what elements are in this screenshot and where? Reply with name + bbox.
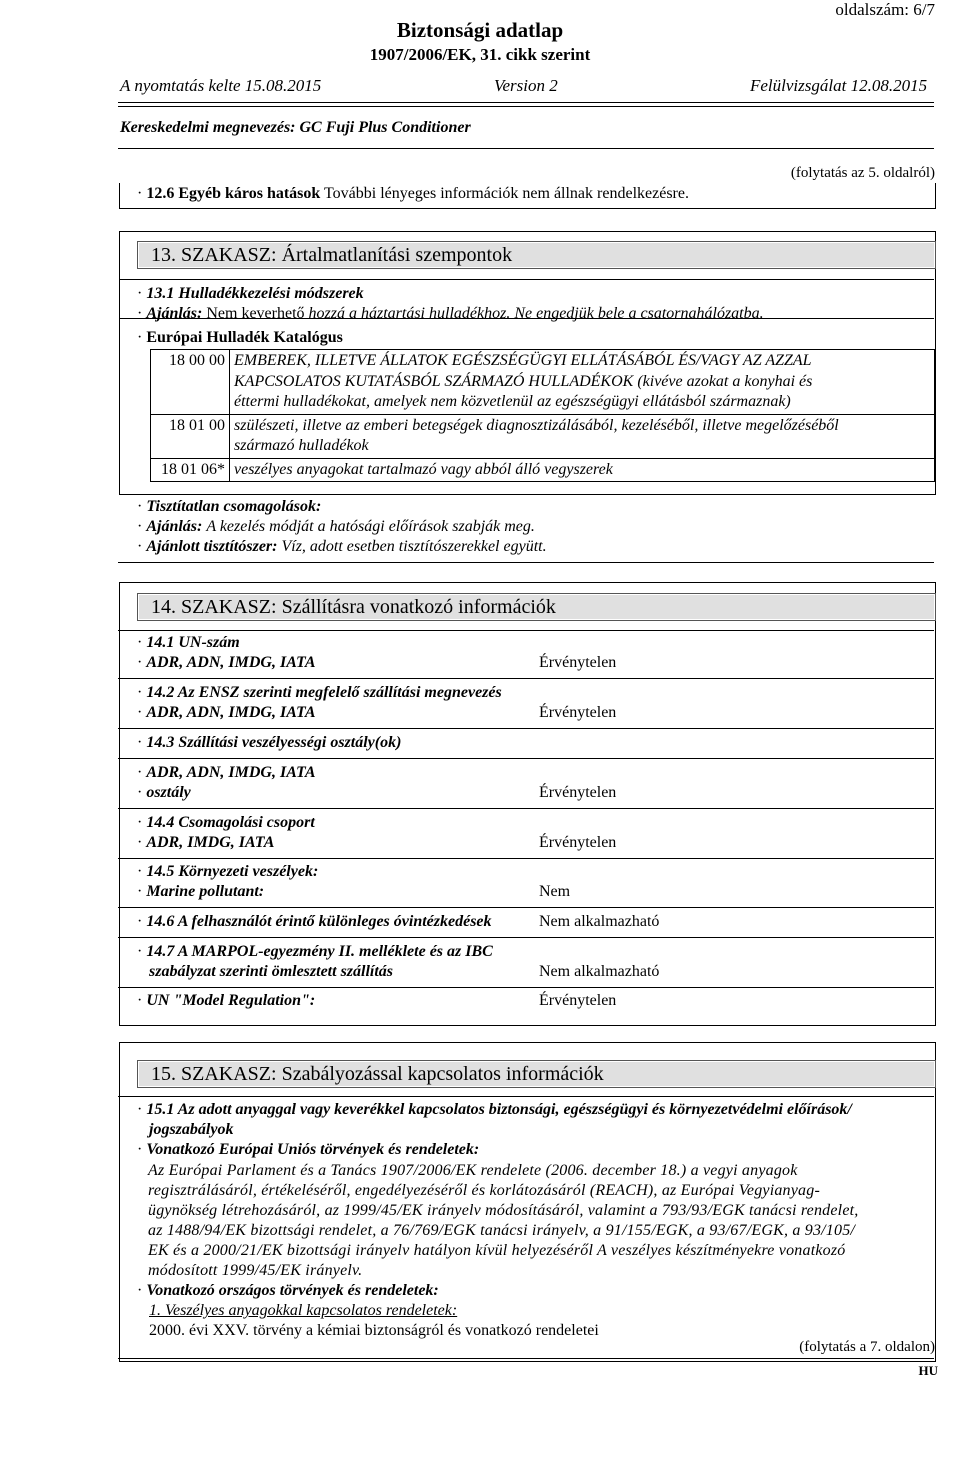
waste-code: 18 01 00 (151, 414, 230, 458)
eu-law-line: · Vonatkozó Európai Uniós törvények és rendeletek: (137, 1141, 480, 1158)
s15-1-line-2 (149, 1121, 233, 1139)
s14-rule-7 (118, 907, 934, 908)
s14-5-line: · 14.5 Környezeti veszélyek: (137, 863, 319, 880)
eu-law-text-line: regisztrálásáról, értékeléséről, engedélyezéséről és korlátozásáról (REACH), az Európai Vegyianyag- (148, 1182, 820, 1199)
catalogue-label: Európai Hulladék Katalógus (146, 329, 343, 346)
footer-rule (118, 1358, 934, 1359)
section15-header (137, 1060, 936, 1088)
s14-3-modes-line: · ADR, ADN, IMDG, IATA (137, 764, 316, 781)
shipping-name-label: 14.2 Az ENSZ szerinti megfelelő szállítási megnevezés (146, 684, 502, 701)
model-regulation-line: · UN "Model Regulation": (137, 992, 316, 1009)
desc-line: származó hulladékok (234, 437, 369, 454)
hazard-class-modes: ADR, ADN, IMDG, IATA (146, 764, 316, 781)
s15-rule (118, 1096, 934, 1097)
s14-1-line: · 14.1 UN-szám (137, 634, 240, 651)
shipping-name-value: Érvénytelen (539, 704, 617, 721)
desc-line: KAPCSOLATOS KUTATÁSBÓL SZÁRMAZÓ HULLADÉKOK (kivéve azokat a konyhai és (234, 372, 813, 390)
recommendation-label: Ajánlás: (146, 305, 203, 322)
section15-title: 15. SZAKASZ: Szabályozással kapcsolatos információk (151, 1063, 604, 1085)
eu-law-text-line: módosított 1999/45/EK irányelv. (148, 1262, 363, 1279)
uncleaned-rec-line: · Ajánlás: A kezelés módját a hatósági előírások szabják meg. (137, 518, 535, 535)
national-law-line: · Vonatkozó országos törvények és rendeletek: (137, 1282, 439, 1299)
national-law-item: 1. Veszélyes anyagokkal kapcsolatos rendeletek: (149, 1302, 458, 1319)
eu-law-label: Vonatkozó Európai Uniós törvények és rendeletek: (146, 1141, 480, 1158)
marine-pollutant-value: Nem (539, 883, 571, 900)
waste-description (230, 458, 935, 482)
model-regulation-value: Érvénytelen (539, 992, 617, 1009)
desc-line: veszélyes anyagokat tartalmazó vagy abból álló vegyszerek (234, 460, 613, 478)
uncleaned-line: · Tisztítatlan csomagolások: (137, 498, 322, 515)
s15-1-label: 15.1 Az adott anyaggal vagy keverékkel kapcsolatos biztonsági, egészségügyi és környezetvédelmi előírások/ (146, 1101, 852, 1118)
waste-description (230, 350, 935, 415)
cleaner-label: Ajánlott tisztítószer: (146, 538, 278, 555)
section14-header (137, 593, 936, 621)
desc-line: EMBEREK, ILLETVE ÁLLATOK EGÉSZSÉGÜGYI ELLÁTÁSÁBÓL ÉS/VAGY AZ AZZAL (234, 352, 812, 369)
uncleaned-rec-label: Ajánlás: (146, 518, 203, 535)
print-date: A nyomtatás kelte 15.08.2015 (120, 76, 322, 95)
un-value: Érvénytelen (539, 654, 617, 671)
national-law-text: 2000. évi XXV. törvény a kémiai biztonságról és vonatkozó rendeletei (149, 1322, 599, 1339)
environmental-hazards-label: 14.5 Környezeti veszélyek: (146, 863, 319, 880)
document-title: Biztonsági adatlap (396, 18, 564, 42)
cleaner-line: · Ajánlott tisztítószer: Víz, adott esetben tisztítószerekkel együtt. (137, 538, 547, 555)
s14-2-line: · 14.2 Az ENSZ szerinti megfelelő szállítási megnevezés (137, 684, 502, 701)
revision-date: Felülvizsgálat 12.08.2015 (750, 76, 928, 95)
national-law-label: Vonatkozó országos törvények és rendeletek: (146, 1282, 439, 1299)
section13-header (137, 241, 936, 269)
table-row (151, 350, 935, 415)
uncleaned-rec-text: A kezelés módját a hatósági előírások szabják meg. (206, 518, 535, 535)
eu-law-text-line: EK és a 2000/21/EK bizottsági irányelv hatályon kívül helyezéséről A veszélyes készítményekre vonatkozó (148, 1242, 846, 1259)
waste-catalogue-table (150, 349, 935, 482)
s14-4-modes-line: · ADR, IMDG, IATA (137, 834, 275, 851)
un-number-label: 14.1 UN-szám (146, 634, 240, 651)
s14-rule-6 (118, 858, 934, 859)
s12-6-text: További lényeges információk nem állnak rendelkezésre. (324, 185, 689, 202)
special-precautions-label: 14.6 A felhasználót érintő különleges óvintézkedések (146, 913, 492, 930)
s14-rule-2 (118, 678, 934, 679)
trade-rule (118, 148, 934, 149)
eu-law-text-line: ügynökség létrehozásáról, az 1999/45/EK irányelv módosításáról, valamint a 793/93/EGK tanácsi rendelet, (148, 1202, 859, 1219)
section13-end-rule (118, 562, 934, 563)
s15-1-label-cont: jogszabályok (149, 1121, 234, 1138)
s14-3-line: · 14.3 Szállítási veszélyességi osztály(ok) (137, 734, 402, 751)
hazard-class-label: 14.3 Szállítási veszélyességi osztály(ok) (146, 734, 402, 751)
table-row (151, 458, 935, 482)
s12-6-line: · 12.6 Egyéb káros hatások További lényeges információk nem állnak rendelkezésre. (137, 185, 689, 202)
class-label: osztály (146, 784, 191, 801)
marpol-label: 14.7 A MARPOL-egyezmény II. melléklete és az IBC (146, 943, 493, 960)
un-modes: ADR, ADN, IMDG, IATA (146, 654, 316, 671)
s13-1-line: · 13.1 Hulladékkezelési módszerek (137, 285, 364, 302)
catalogue-line: · Európai Hulladék Katalógus (137, 329, 343, 346)
cleaner-text: Víz, adott esetben tisztítószerekkel együtt. (281, 538, 547, 555)
continued-from: (folytatás az 5. oldalról) (790, 165, 935, 181)
waste-code: 18 01 06* (151, 458, 230, 482)
special-precautions-value: Nem alkalmazható (539, 913, 660, 930)
section14-title: 14. SZAKASZ: Szállításra vonatkozó információk (151, 596, 556, 618)
marine-pollutant-label: Marine pollutant: (146, 883, 265, 900)
s14-1-modes-line: · ADR, ADN, IMDG, IATA (137, 654, 316, 671)
recommendation-text1: Nem keverhető (206, 305, 305, 322)
s13-1-label: 13.1 Hulladékkezelési módszerek (146, 285, 364, 302)
recommendation-text2: hozzá a háztartási hulladékhoz. Ne engedjük bele a csatornahálózatba. (308, 305, 764, 322)
packing-group-value: Érvénytelen (539, 834, 617, 851)
s14-2-modes-line: · ADR, ADN, IMDG, IATA (137, 704, 316, 721)
model-regulation-label: UN "Model Regulation": (146, 992, 316, 1009)
eu-law-text-line: Az Európai Parlament és a Tanács 1907/2006/EK rendelete (2006. december 18.) a vegyi anyagok (148, 1162, 798, 1179)
s14-7-line: · 14.7 A MARPOL-egyezmény II. melléklete és az IBC (137, 943, 493, 960)
version: Version 2 (494, 76, 558, 95)
s14-rule-4 (118, 758, 934, 759)
marpol-value: Nem alkalmazható (539, 963, 660, 980)
s14-rule-5 (118, 808, 934, 809)
marine-line: · Marine pollutant: (137, 883, 265, 900)
s12-6-label: 12.6 Egyéb káros hatások (146, 185, 321, 202)
trade-name: Kereskedelmi megnevezés: GC Fuji Plus Conditioner (120, 119, 471, 136)
s14-4-line: · 14.4 Csomagolási csoport (137, 814, 315, 831)
waste-description (230, 414, 935, 458)
eu-law-text-line: az 1488/94/EK bizottsági rendelet, a 76/769/EGK tanácsi irányelv, a 91/155/EGK, a 93/67/EGK, a 93/105/ (148, 1222, 856, 1239)
class-line: · osztály (137, 784, 191, 801)
waste-code: 18 00 00 (151, 350, 230, 415)
class-value: Érvénytelen (539, 784, 617, 801)
uncleaned-label: Tisztítatlan csomagolások: (146, 498, 322, 515)
s14-rule-1 (118, 630, 934, 631)
header-rule (118, 102, 934, 107)
s14-rule-3 (118, 728, 934, 729)
marpol-label-2 (149, 963, 393, 981)
s14-rule-9 (118, 987, 934, 988)
section13-title: 13. SZAKASZ: Ártalmatlanítási szempontok (151, 244, 513, 266)
desc-line: éttermi hulladékokat, amelyek nem közvetlenül az egészségügyi ellátásból származnak) (234, 393, 791, 410)
s14-rule-8 (118, 937, 934, 938)
packing-group-label: 14.4 Csomagolási csoport (146, 814, 315, 831)
recommendation-line: · Ajánlás: Nem keverhető hozzá a háztartási hulladékhoz. Ne engedjük bele a csatornahálózatba. (137, 305, 764, 322)
s15-1-line: · 15.1 Az adott anyaggal vagy keverékkel kapcsolatos biztonsági, egészségügyi és környezetvédelmi előírások/ (137, 1101, 852, 1118)
document-subtitle: 1907/2006/EK, 31. cikk szerint (369, 45, 591, 64)
desc-line: szülészeti, illetve az emberi betegségek diagnosztizálásából, kezeléséből, illetve megelőzéséből (234, 416, 839, 434)
page-number: oldalszám: 6/7 (835, 0, 935, 19)
marpol-label-cont: szabályzat szerinti ömlesztett szállítás (149, 963, 394, 980)
eu-law-text (148, 1161, 934, 1281)
shipping-name-modes: ADR, ADN, IMDG, IATA (146, 704, 316, 721)
continued-to: (folytatás a 7. oldalon) (799, 1339, 935, 1355)
language-code: HU (918, 1363, 938, 1378)
packing-group-modes: ADR, IMDG, IATA (146, 834, 275, 851)
table-row (151, 414, 935, 458)
s14-6-line: · 14.6 A felhasználót érintő különleges óvintézkedések (137, 913, 492, 930)
